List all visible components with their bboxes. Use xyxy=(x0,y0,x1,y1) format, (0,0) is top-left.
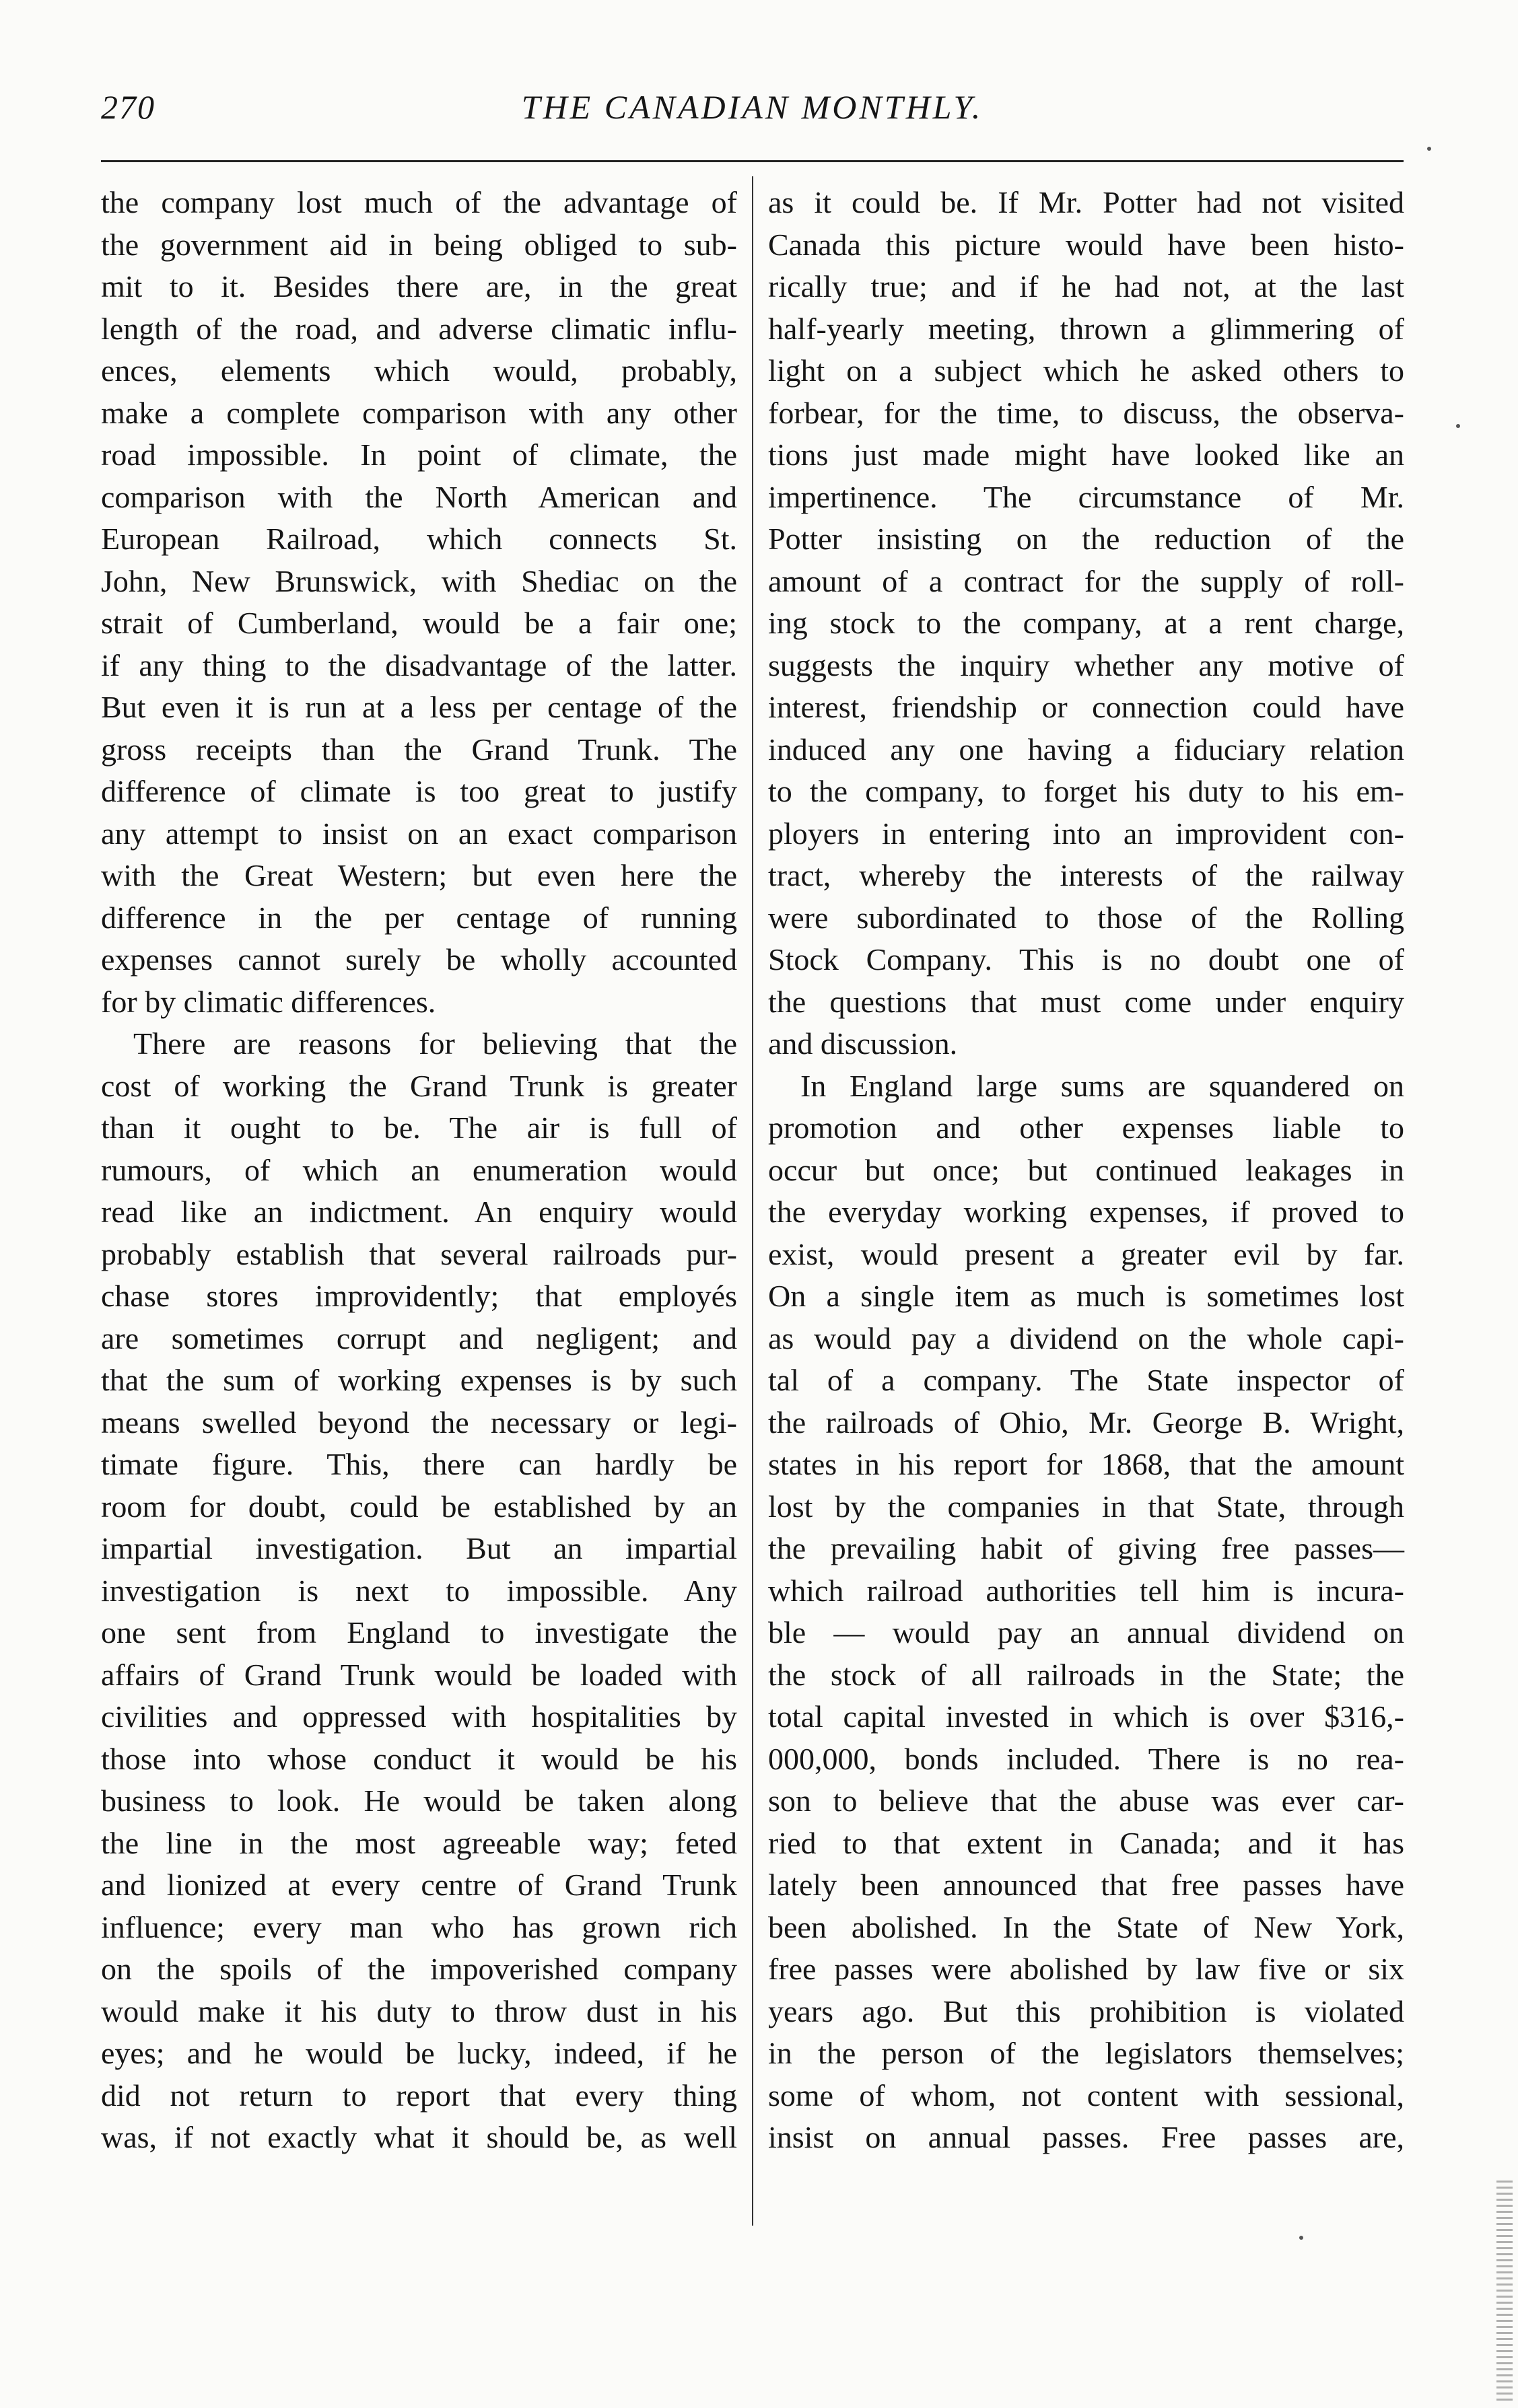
text-line: promotion and other expenses liable to xyxy=(768,1110,1404,1145)
text-line: as it could be. If Mr. Potter had not visited xyxy=(768,185,1404,219)
text-line: would make it his duty to throw dust in his xyxy=(101,1993,737,2028)
text-line: European Railroad, which connects St. xyxy=(101,522,737,556)
text-line: the prevailing habit of giving free passes— xyxy=(768,1531,1404,1565)
text-line: road impossible. In point of climate, the xyxy=(101,437,737,472)
speck xyxy=(1299,2236,1303,2240)
text-line: But even it is run at a less per centage of the xyxy=(101,690,737,724)
text-line: probably establish that several railroads pur- xyxy=(101,1236,737,1271)
text-line: light on a subject which he asked others to xyxy=(768,353,1404,388)
left-column xyxy=(101,182,737,2159)
text-line: the stock of all railroads in the State; the xyxy=(768,1657,1404,1692)
text-line: for by climatic differences. xyxy=(101,984,436,1019)
scan-edge-artifact xyxy=(1496,2181,1513,2403)
text-line: cost of working the Grand Trunk is greater xyxy=(101,1068,737,1103)
text-line: to the company, to forget his duty to his em- xyxy=(768,774,1404,808)
text-line: 000,000, bonds included. There is no rea- xyxy=(768,1741,1404,1776)
text-line: with the Great Western; but even here the xyxy=(101,858,737,892)
text-line: influence; every man who has grown rich xyxy=(101,1909,737,1944)
text-line: investigation is next to impossible. Any xyxy=(101,1573,737,1608)
text-line: impartial investigation. But an impartial xyxy=(101,1531,737,1565)
text-line: gross receipts than the Grand Trunk. The xyxy=(101,732,737,767)
text-line: the railroads of Ohio, Mr. George B. Wright, xyxy=(768,1405,1404,1440)
text-line: one sent from England to investigate the xyxy=(101,1615,737,1650)
text-line: some of whom, not content with sessional, xyxy=(768,2078,1404,2113)
text-line: which railroad authorities tell him is incura- xyxy=(768,1573,1404,1608)
text-line: Potter insisting on the reduction of the xyxy=(768,522,1404,556)
right-column xyxy=(768,182,1404,2159)
text-line: the questions that must come under enquiry xyxy=(768,984,1404,1019)
text-line: impertinence. The circumstance of Mr. xyxy=(768,479,1404,514)
text-line: forbear, for the time, to discuss, the observa- xyxy=(768,395,1404,430)
text-line: There are reasons for believing that the xyxy=(133,1026,737,1061)
text-line: difference in the per centage of running xyxy=(101,900,737,935)
text-line: son to believe that the abuse was ever car- xyxy=(768,1783,1404,1818)
text-line: rumours, of which an enumeration would xyxy=(101,1152,737,1187)
text-line: the government aid in being obliged to sub- xyxy=(101,227,737,262)
text-line: eyes; and he would be lucky, indeed, if he xyxy=(101,2036,737,2070)
text-line: lately been announced that free passes have xyxy=(768,1868,1404,1902)
text-line: were subordinated to those of the Rolling xyxy=(768,900,1404,935)
text-line: tract, whereby the interests of the railway xyxy=(768,858,1404,892)
text-line: ployers in entering into an improvident con- xyxy=(768,816,1404,851)
text-line: the line in the most agreeable way; feted xyxy=(101,1825,737,1860)
text-line: ences, elements which would, probably, xyxy=(101,353,737,388)
text-line: years ago. But this prohibition is violated xyxy=(768,1993,1404,2028)
text-line: In England large sums are squandered on xyxy=(800,1068,1404,1103)
text-line: strait of Cumberland, would be a fair one; xyxy=(101,606,737,640)
text-line: ing stock to the company, at a rent charge, xyxy=(768,606,1404,640)
text-line: as would pay a dividend on the whole capi- xyxy=(768,1320,1404,1355)
header-rule xyxy=(101,160,1404,162)
running-title: THE CANADIAN MONTHLY. xyxy=(521,88,984,126)
column-divider xyxy=(752,176,753,2226)
text-line: ble — would pay an annual dividend on xyxy=(768,1615,1404,1650)
speck xyxy=(1456,424,1460,428)
text-line: states in his report for 1868, that the amount xyxy=(768,1447,1404,1481)
text-line: civilities and oppressed with hospitalities by xyxy=(101,1699,737,1734)
text-line: total capital invested in which is over $316,- xyxy=(768,1699,1404,1734)
text-line: amount of a contract for the supply of roll- xyxy=(768,563,1404,598)
speck xyxy=(1427,147,1431,151)
text-line: make a complete comparison with any other xyxy=(101,395,737,430)
text-line: ried to that extent in Canada; and it has xyxy=(768,1825,1404,1860)
text-line: timate figure. This, there can hardly be xyxy=(101,1447,737,1481)
text-line: affairs of Grand Trunk would be loaded with xyxy=(101,1657,737,1692)
text-line: the everyday working expenses, if proved to xyxy=(768,1195,1404,1229)
text-line: tions just made might have looked like an xyxy=(768,437,1404,472)
text-line: are sometimes corrupt and negligent; and xyxy=(101,1320,737,1355)
text-line: tal of a company. The State inspector of xyxy=(768,1363,1404,1397)
text-line: the company lost much of the advantage of xyxy=(101,185,737,219)
text-line: and lionized at every centre of Grand Trunk xyxy=(101,1868,737,1902)
text-line: expenses cannot surely be wholly accounted xyxy=(101,942,737,977)
text-line: half-yearly meeting, thrown a glimmering of xyxy=(768,311,1404,346)
text-line: lost by the companies in that State, through xyxy=(768,1489,1404,1524)
text-line: Stock Company. This is no doubt one of xyxy=(768,942,1404,977)
text-line: room for doubt, could be established by an xyxy=(101,1489,737,1524)
text-line: that the sum of working expenses is by such xyxy=(101,1363,737,1397)
text-line: been abolished. In the State of New York, xyxy=(768,1909,1404,1944)
text-line: those into whose conduct it would be his xyxy=(101,1741,737,1776)
text-line: chase stores improvidently; that employés xyxy=(101,1279,737,1313)
text-line: difference of climate is too great to justify xyxy=(101,774,737,808)
text-line: read like an indictment. An enquiry would xyxy=(101,1195,737,1229)
text-line: occur but once; but continued leakages in xyxy=(768,1152,1404,1187)
text-line: was, if not exactly what it should be, as well xyxy=(101,2120,737,2154)
text-line: rically true; and if he had not, at the last xyxy=(768,269,1404,304)
text-line: free passes were abolished by law five or six xyxy=(768,1952,1404,1986)
text-line: if any thing to the disadvantage of the latter. xyxy=(101,647,737,682)
text-line: means swelled beyond the necessary or legi- xyxy=(101,1405,737,1440)
text-line: interest, friendship or connection could have xyxy=(768,690,1404,724)
text-line: insist on annual passes. Free passes are, xyxy=(768,2120,1404,2154)
text-line: in the person of the legislators themselves; xyxy=(768,2036,1404,2070)
text-line: on the spoils of the impoverished company xyxy=(101,1952,737,1986)
text-line: did not return to report that every thing xyxy=(101,2078,737,2113)
text-line: exist, would present a greater evil by far. xyxy=(768,1236,1404,1271)
text-line: and discussion. xyxy=(768,1026,958,1061)
text-line: suggests the inquiry whether any motive of xyxy=(768,647,1404,682)
text-line: business to look. He would be taken along xyxy=(101,1783,737,1818)
text-line: than it ought to be. The air is full of xyxy=(101,1110,737,1145)
text-line: length of the road, and adverse climatic influ- xyxy=(101,311,737,346)
text-line: John, New Brunswick, with Shediac on the xyxy=(101,563,737,598)
text-line: induced any one having a fiduciary relation xyxy=(768,732,1404,767)
text-line: On a single item as much is sometimes lost xyxy=(768,1279,1404,1313)
page-header xyxy=(101,87,1404,141)
text-line: comparison with the North American and xyxy=(101,479,737,514)
page-number: 270 xyxy=(101,88,156,126)
text-line: Canada this picture would have been histo- xyxy=(768,227,1404,262)
text-line: any attempt to insist on an exact comparison xyxy=(101,816,737,851)
text-line: mit to it. Besides there are, in the great xyxy=(101,269,737,304)
